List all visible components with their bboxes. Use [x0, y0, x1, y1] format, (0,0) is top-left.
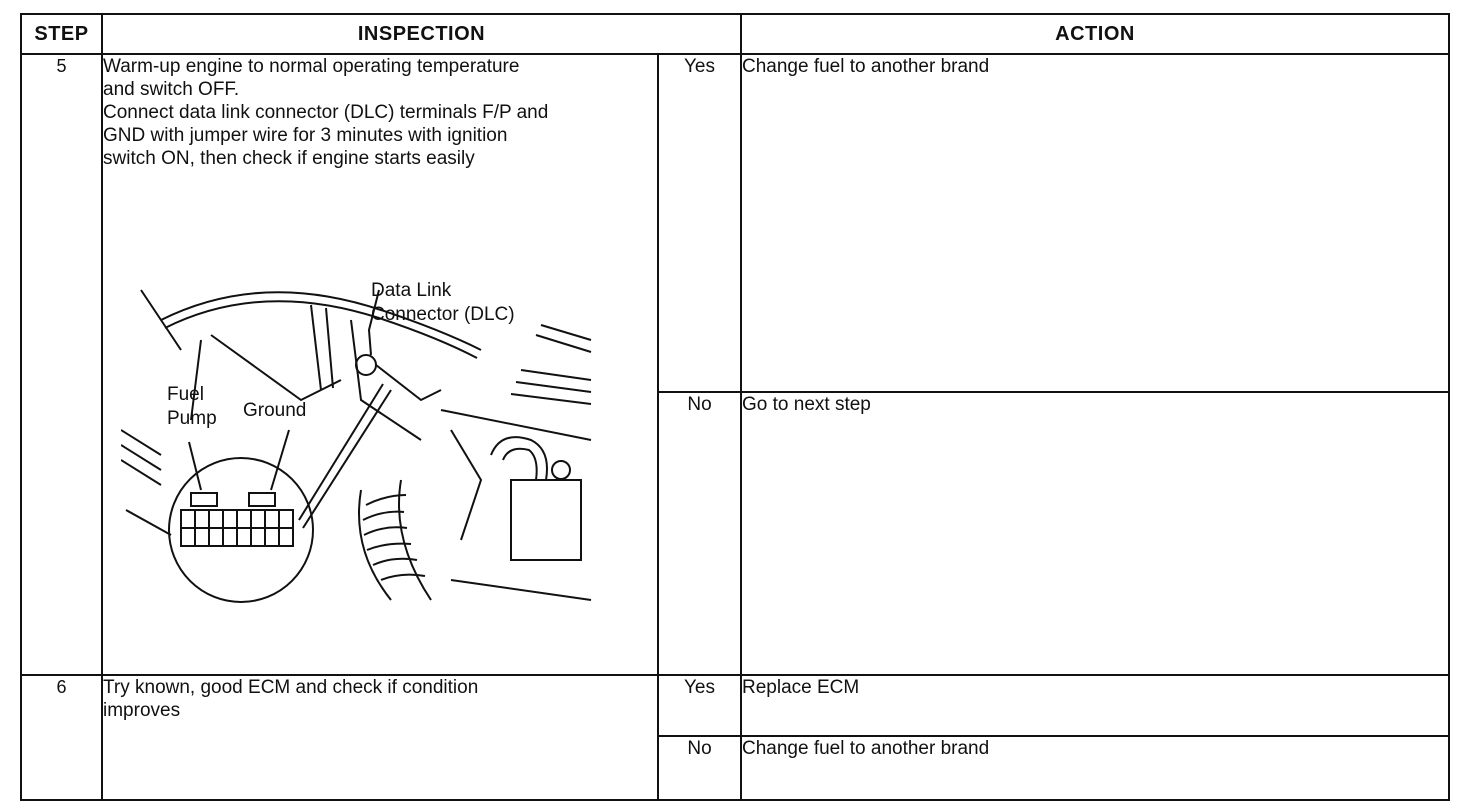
- instruction-line: Warm-up engine to normal operating temperature: [103, 56, 520, 77]
- no-action: Go to next step: [741, 392, 1449, 675]
- yes-label: Yes: [658, 54, 741, 392]
- engine-bay-drawing: [121, 280, 601, 610]
- instruction-line: switch ON, then check if engine starts easily: [103, 148, 475, 169]
- step-5-yes-row: [21, 54, 1449, 392]
- no-label: No: [658, 392, 741, 675]
- step-number: 5: [21, 54, 102, 675]
- inspection-header: INSPECTION: [102, 14, 741, 54]
- yes-action: Change fuel to another brand: [741, 54, 1449, 392]
- action-header: ACTION: [741, 14, 1449, 54]
- ground-label: Ground: [243, 400, 307, 421]
- dlc-label-line1: Data Link: [371, 280, 452, 301]
- step-inspection: [102, 675, 658, 800]
- dlc-engine-illustration: [121, 280, 657, 616]
- step-6-yes-row: [21, 675, 1449, 736]
- step-number: 6: [21, 675, 102, 800]
- instruction-line: Try known, good ECM and check if condition: [103, 677, 479, 698]
- instruction-line: Connect data link connector (DLC) terminals F/P and: [103, 102, 549, 123]
- yes-action: Replace ECM: [741, 675, 1449, 736]
- instruction-line: and switch OFF.: [103, 79, 240, 100]
- dlc-label-line2: Connector (DLC): [371, 304, 515, 325]
- pump-label: Pump: [167, 408, 217, 429]
- no-label: No: [658, 736, 741, 800]
- step-inspection: [102, 54, 658, 675]
- instruction-line: improves: [103, 700, 181, 721]
- no-action: Change fuel to another brand: [741, 736, 1449, 800]
- step-header: STEP: [21, 14, 102, 54]
- header-row: [21, 14, 1449, 54]
- yes-label: Yes: [658, 675, 741, 736]
- instruction-line: GND with jumper wire for 3 minutes with ignition: [103, 125, 508, 146]
- fuel-label: Fuel: [167, 384, 204, 405]
- diagnostic-table: [20, 13, 1450, 801]
